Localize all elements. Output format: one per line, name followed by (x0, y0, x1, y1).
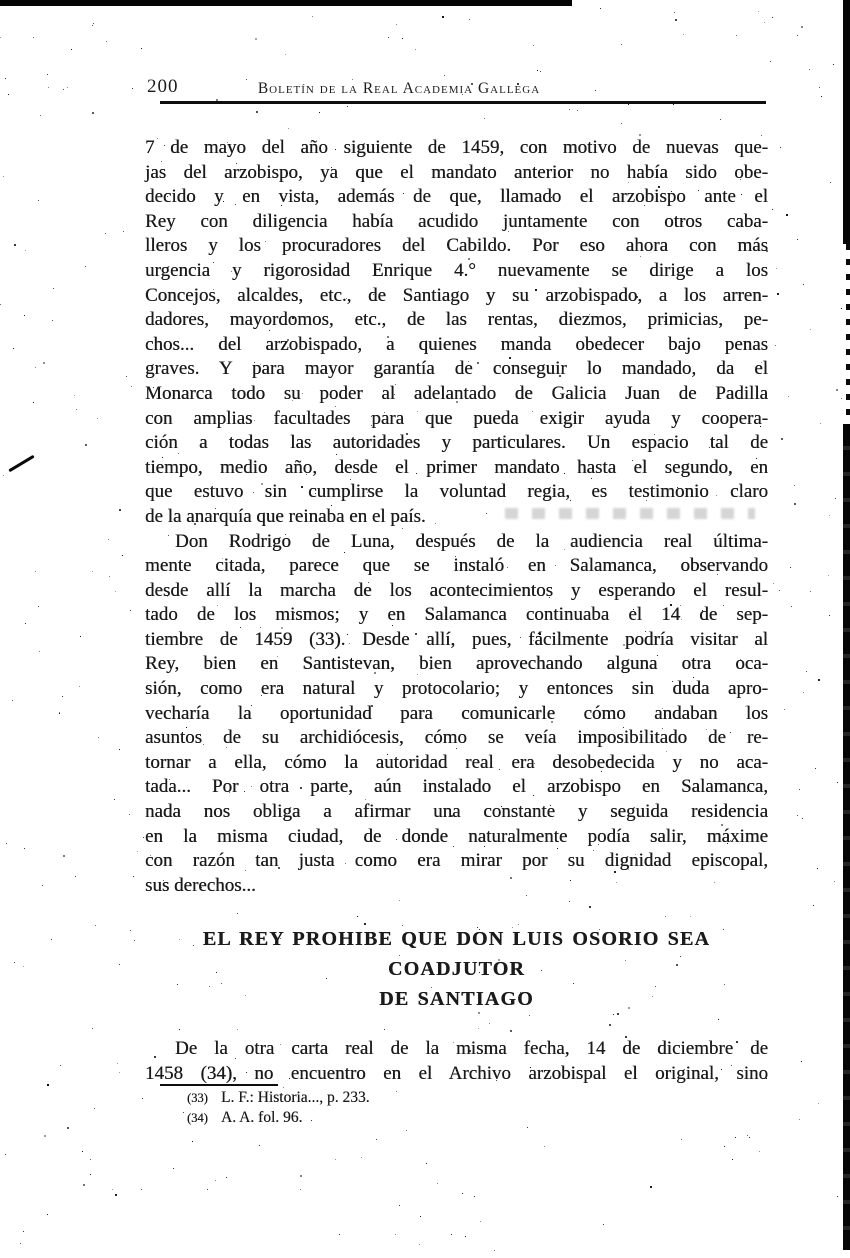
scan-speckle (794, 503, 796, 505)
scan-speckle (105, 233, 106, 234)
scan-speckle (803, 284, 804, 285)
scan-speckle (426, 1163, 427, 1164)
text-line: 7 de mayo del año siguiente de 1459, con motivo de nuevas que- (145, 137, 768, 158)
scan-speckle (226, 1177, 227, 1178)
scan-speckle (451, 1234, 452, 1235)
scan-speckle (376, 1139, 377, 1140)
text-line: con amplias facultades para que pueda exigir ayuda y coopera- (145, 407, 768, 429)
scan-speckle (675, 19, 677, 21)
scan-speckle (92, 1028, 93, 1029)
scan-speckle (628, 104, 629, 105)
text-line: Monarca todo su poder al adelantado de Galicia Juan de Padilla (145, 382, 768, 404)
scan-speckle (339, 1234, 340, 1235)
scan-speckle (20, 1243, 21, 1244)
text-line: vecharía la oportunidad para comunicarle cómo andaban los (145, 702, 768, 724)
scan-speckle (797, 35, 798, 36)
scan-speckle (143, 837, 144, 838)
scan-speckle (764, 22, 765, 23)
scan-speckle (142, 1098, 143, 1099)
paragraph-2 (145, 530, 768, 899)
scan-speckle (131, 386, 132, 387)
scan-speckle (817, 868, 818, 869)
scan-speckle (98, 737, 99, 738)
footnote-text: L. F.: Historia..., p. 233. (221, 1089, 370, 1106)
journal-title: Boletín de la Real Academia Gallega (257, 80, 541, 97)
scan-speckle (801, 26, 803, 28)
scan-speckle (52, 320, 53, 321)
scan-speckle (130, 930, 131, 931)
scan-speckle (347, 106, 348, 107)
scan-speckle (835, 498, 836, 499)
scan-speckle (119, 749, 120, 750)
scan-speckle (38, 606, 39, 607)
scan-speckle (794, 485, 795, 486)
text-line: desde allí la marcha de los acontecimientos y esperando el resul- (145, 579, 768, 601)
scan-speckle (76, 409, 77, 410)
scan-speckle (92, 571, 93, 572)
scan-speckle (833, 64, 834, 65)
scan-speckle (415, 49, 416, 50)
scan-speckle (14, 244, 16, 246)
scan-artifact-right-edge (843, 0, 850, 244)
scan-speckle (674, 12, 675, 13)
scan-speckle (6, 843, 7, 844)
scan-speckle (469, 19, 470, 20)
scan-speckle (841, 398, 842, 399)
scan-speckle (480, 1221, 481, 1222)
scan-artifact-right-edge (846, 244, 850, 424)
scan-speckle (141, 1189, 142, 1190)
scan-speckle (818, 679, 820, 681)
scan-speckle (47, 1214, 48, 1215)
scan-speckle (75, 876, 76, 877)
text-line: decido y en vista, además de que, llamado el arzobispo ante el (145, 186, 768, 208)
scan-speckle (137, 851, 138, 852)
scan-speckle (776, 268, 777, 269)
text-line: jas del arzobispo, ya que el mandato anterior no había sido obe- (145, 161, 768, 183)
scan-speckle (108, 539, 109, 540)
scan-speckle (59, 712, 60, 713)
scan-speckle (777, 293, 779, 295)
scan-speckle (62, 696, 63, 697)
scan-speckle (837, 782, 838, 783)
scan-speckle (14, 962, 15, 963)
scan-speckle (259, 1145, 260, 1146)
text-line: ción a todas las autoridades y particulares. Un espacio tal de (145, 432, 768, 454)
text-line: 1458 (34), no encuentro en el Archivo arzobispal el original, sino (145, 1063, 768, 1084)
scan-speckle (828, 575, 829, 576)
scan-artifact-top-bar (0, 0, 572, 6)
scan-speckle (183, 1112, 184, 1113)
scan-speckle (33, 402, 34, 403)
scan-speckle (577, 110, 578, 111)
scan-speckle (484, 118, 485, 119)
scan-speckle (173, 1168, 174, 1169)
text-line: mente citada, parece que se instaló en Salamanca, observando (145, 555, 768, 577)
scan-speckle (801, 1061, 802, 1062)
header-rule (160, 101, 766, 104)
scan-speckle (35, 367, 36, 368)
scan-speckle (806, 671, 807, 672)
scan-speckle (207, 1189, 208, 1190)
footnote-34 (187, 1108, 667, 1128)
scan-speckle (82, 1151, 83, 1152)
text-line: urgencia y rigorosidad Enrique 4.° nuevamente se dirige a los (145, 259, 768, 281)
scan-speckle (51, 939, 52, 940)
scan-speckle (775, 345, 776, 346)
scan-speckle (3, 475, 4, 476)
scan-speckle (3, 176, 4, 177)
scan-speckle (462, 1193, 463, 1194)
scan-speckle (106, 41, 107, 42)
text-line: DE SANTIAGO (379, 988, 534, 1011)
scan-speckle (621, 123, 622, 124)
scan-speckle (813, 905, 814, 906)
scan-speckle (388, 37, 389, 38)
scan-speckle (24, 315, 25, 316)
scan-speckle (123, 231, 124, 232)
text-line: Rey, bien en Santistevan, bien aprovechando alguna otra oca- (145, 653, 768, 675)
text-line: nada nos obliga a afirmar una constante y seguida residencia (145, 801, 768, 823)
scan-speckle (797, 815, 798, 816)
scan-speckle (799, 1119, 800, 1120)
scan-speckle (130, 610, 131, 611)
text-line: lleros y los procuradores del Cabildo. Por eso ahora con más (145, 235, 768, 257)
scan-speckle (720, 119, 721, 120)
scan-speckle (255, 38, 257, 40)
scan-speckle (829, 615, 830, 616)
text-line: dadores, mayordomos, etc., de las rentas, diezmos, primicias, pe- (145, 309, 768, 331)
scan-speckle (779, 590, 780, 591)
scan-speckle (335, 1159, 336, 1160)
scan-speckle (621, 44, 622, 45)
scan-speckle (285, 54, 286, 55)
scan-speckle (90, 1174, 91, 1175)
footnote-rule (160, 1084, 278, 1086)
scan-speckle (834, 881, 835, 882)
scan-speckle (80, 636, 81, 637)
scan-speckle (810, 329, 811, 330)
text-line: sión, como era natural y protocolario; y entonces sin duda apro- (145, 678, 768, 700)
scan-speckle (683, 34, 684, 35)
scan-speckle (95, 925, 96, 926)
scan-speckle (38, 200, 39, 201)
scan-speckle (25, 250, 26, 251)
page-number: 200 (147, 76, 179, 97)
scan-speckle (399, 1205, 400, 1206)
scan-speckle (115, 1194, 117, 1196)
scan-speckle (747, 1135, 748, 1136)
text-line: de la anarquía que reinaba en el país. (145, 505, 426, 527)
footnote-33 (187, 1088, 667, 1108)
footnote-marker: (33) (187, 1091, 208, 1105)
scan-speckle (5, 78, 6, 79)
text-line: graves. Y para mayor garantía de conseguir lo mandado, da el (145, 358, 768, 380)
scan-speckle (94, 1108, 95, 1109)
scan-speckle (53, 288, 54, 289)
scan-speckle (13, 348, 14, 349)
scan-speckle (0, 37, 1, 38)
scan-speckle (5, 1154, 6, 1155)
scan-speckle (74, 395, 75, 396)
text-line: Concejos, alcaldes, etc., de Santiago y su arzobispado, a los arren- (145, 284, 768, 306)
text-line: tiembre de 1459 (33). Desde allí, pues, fácilmente podría visitar al (145, 628, 768, 650)
scan-speckle (772, 17, 773, 18)
scan-speckle (112, 1189, 113, 1190)
scan-speckle (256, 111, 258, 113)
scan-speckle (312, 16, 313, 17)
scan-speckle (59, 713, 60, 714)
scan-speckle (809, 69, 810, 70)
scan-speckle (788, 396, 789, 397)
scan-speckle (544, 1146, 545, 1147)
scan-speckle (92, 112, 94, 114)
scan-speckle (569, 109, 570, 110)
scan-speckle (773, 583, 774, 584)
scan-speckle (39, 651, 40, 652)
scan-speckle (781, 438, 783, 440)
scan-speckle (735, 1137, 736, 1138)
scan-speckle (119, 964, 120, 965)
scan-speckle (797, 239, 798, 240)
scan-speckle (799, 789, 800, 790)
scan-speckle (772, 209, 773, 210)
scan-speckle (25, 623, 26, 624)
scan-speckle (673, 104, 674, 105)
scan-speckle (829, 515, 830, 516)
scan-speckle (0, 304, 1, 305)
scan-speckle (44, 1135, 46, 1137)
scan-speckle (35, 571, 36, 572)
paragraph-1 (145, 136, 768, 530)
scan-speckle (43, 362, 45, 364)
section-heading (145, 924, 768, 1014)
scan-speckle (791, 606, 792, 607)
scan-speckle (83, 1184, 85, 1186)
scan-speckle (40, 115, 41, 116)
footnote-marker: (34) (187, 1111, 208, 1125)
scan-speckle (802, 818, 803, 819)
scan-speckle (129, 814, 130, 815)
scan-speckle (810, 591, 811, 592)
scan-speckle (841, 308, 842, 309)
scan-speckle (724, 1146, 725, 1147)
text-line: chos... del arzobispado, a quienes manda obedecer bajo penas (145, 333, 768, 355)
scan-speckle (24, 848, 25, 849)
text-line: sus derechos... (145, 874, 256, 896)
text-line: que estuvo sin cumplirse la voluntad regia, es testimonio claro (145, 481, 768, 503)
scan-speckle (836, 389, 838, 391)
scan-speckle (406, 1130, 407, 1131)
paragraph-3 (145, 1037, 768, 1086)
scan-speckle (419, 1244, 420, 1245)
scan-speckle (47, 1084, 49, 1086)
scan-speckle (319, 112, 320, 113)
scan-speckle (784, 709, 785, 710)
scan-speckle (93, 23, 94, 24)
scan-speckle (12, 700, 13, 701)
scan-speckle (215, 1180, 216, 1181)
scan-speckle (540, 71, 541, 72)
scan-speckle (494, 1250, 495, 1251)
scan-speckle (790, 567, 791, 568)
scan-speckle (815, 768, 816, 769)
scan-speckle (537, 70, 538, 71)
scan-speckle (786, 214, 788, 216)
scan-speckle (133, 876, 134, 877)
page-body (145, 136, 768, 1087)
scan-speckle (474, 1196, 475, 1197)
scan-speckle (115, 591, 116, 592)
scan-speckle (47, 74, 48, 75)
scan-speckle (395, 1234, 396, 1235)
scan-speckle (192, 1141, 193, 1142)
scan-speckle (114, 799, 115, 800)
scan-speckle (396, 24, 397, 25)
scan-speckle (67, 1127, 69, 1129)
scan-speckle (109, 576, 110, 577)
text-line: De la otra carta real de la misma fecha, 14 de diciembre de (175, 1038, 768, 1060)
text-line: tornar a ella, cómo la autoridad real era desobedecida y no aca- (145, 751, 768, 773)
scan-speckle (770, 61, 771, 62)
scan-speckle (603, 1224, 604, 1225)
text-line: Don Rodrigo de Luna, después de la audiencia real última- (175, 530, 768, 552)
scan-speckle (736, 35, 737, 36)
text-line: asuntos de su archidiócesis, cómo se veía imposibilitado de re- (145, 727, 768, 749)
scan-speckle (119, 509, 121, 511)
text-line: EL REY PROHIBE QUE DON LUIS OSORIO SEA COADJUTOR (202, 928, 711, 981)
scan-speckle (300, 1189, 301, 1190)
scan-speckle (117, 1063, 118, 1064)
margin-pen-mark (8, 455, 34, 473)
scan-speckle (90, 1159, 91, 1160)
scan-speckle (830, 182, 831, 183)
scan-speckle (288, 128, 289, 129)
scan-speckle (444, 75, 445, 76)
footnote-text: A. A. fol. 96. (221, 1109, 303, 1126)
scan-speckle (122, 555, 123, 556)
scan-speckle (85, 266, 86, 267)
scan-speckle (42, 885, 43, 886)
text-line: tiempo, medio año, desde el primer mandato hasta el segundo, en (145, 456, 768, 478)
scan-speckle (92, 25, 93, 26)
scan-speckle (23, 966, 24, 967)
text-line: tado de los mismos; y en Salamanca continuaba el 14 de sep- (145, 604, 768, 626)
scan-speckle (420, 1216, 421, 1217)
scan-speckle (71, 49, 72, 50)
scan-speckle (681, 1139, 682, 1140)
text-line: con razón tan justa como era mirar por su dignidad episcopal, (145, 850, 768, 872)
scan-speckle (60, 1065, 61, 1066)
scan-speckle (732, 1159, 733, 1160)
scan-speckle (141, 48, 142, 49)
scan-speckle (820, 423, 821, 424)
scan-speckle (97, 418, 98, 419)
scan-speckle (33, 37, 34, 38)
scan-artifact-right-edge (843, 424, 850, 1250)
scan-speckle (300, 1175, 302, 1177)
scan-speckle (533, 45, 534, 46)
scan-speckle (818, 1103, 819, 1104)
scan-speckle (85, 444, 87, 446)
scan-speckle (759, 1151, 760, 1152)
scan-speckle (600, 8, 601, 9)
scan-speckle (79, 686, 80, 687)
scan-speckle (442, 16, 444, 18)
scan-speckle (126, 376, 127, 377)
scan-speckle (465, 1236, 466, 1237)
scan-speckle (837, 1196, 838, 1197)
scan-speckle (780, 147, 781, 148)
text-line: tada... Por otra parte, aún instalado el arzobispo en Salamanca, (145, 776, 768, 798)
scan-speckle (758, 11, 759, 12)
scan-speckle (749, 1137, 750, 1138)
text-line: Rey con diligencia había acudido juntamente con otros caba- (145, 210, 768, 232)
footnotes (187, 1088, 667, 1128)
scan-speckle (119, 1072, 120, 1073)
scan-speckle (134, 940, 135, 941)
scan-speckle (437, 1183, 438, 1184)
scan-speckle (23, 1231, 24, 1232)
scan-speckle (803, 692, 804, 693)
scan-speckle (63, 855, 65, 857)
text-line: en la misma ciudad, de donde naturalmente podía salir, máxime (145, 825, 768, 847)
scan-speckle (650, 1186, 652, 1188)
scan-speckle (361, 1157, 362, 1158)
scan-speckle (402, 38, 403, 39)
